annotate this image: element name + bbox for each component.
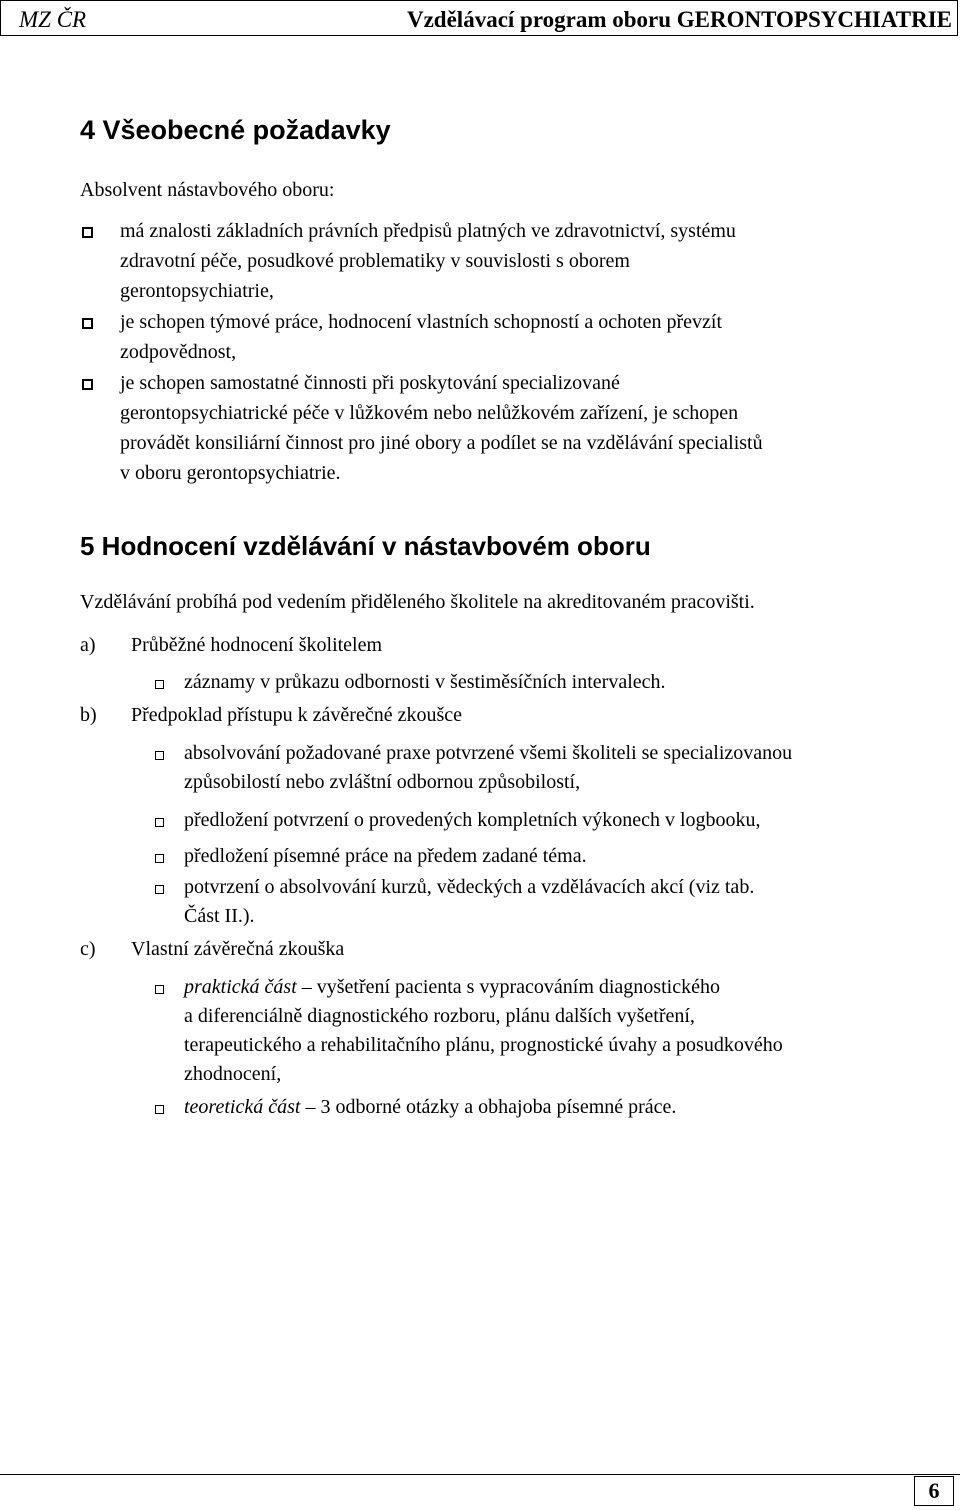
section-4-intro: Absolvent nástavbového oboru: — [80, 179, 335, 201]
checkbox-bullet-icon — [82, 379, 93, 390]
section-5-title: 5 Hodnocení vzdělávání v nástavbovém oboru — [80, 531, 651, 561]
list-item-line: potvrzení o absolvování kurzů, vědeckých a vzdělávacích akcí (viz tab. — [184, 876, 755, 898]
section-4-title: 4 Všeobecné požadavky — [80, 115, 391, 145]
list-item-line: zdravotní péče, posudkové problematiky v souvislosti s oborem — [120, 250, 630, 272]
list-item-line: terapeutického a rehabilitačního plánu, prognostické úvahy a posudkového — [184, 1034, 783, 1056]
checkbox-bullet-icon — [155, 751, 164, 760]
list-item-line: způsobilostí nebo zvláštní odbornou způsobilostí, — [184, 771, 581, 793]
page-header — [0, 0, 958, 36]
list-item-line: je schopen týmové práce, hodnocení vlastních schopností a ochoten převzít — [120, 311, 723, 333]
checkbox-bullet-icon — [82, 227, 93, 238]
list-item-line: v oboru gerontopsychiatrie. — [120, 462, 341, 484]
checkbox-bullet-icon — [155, 680, 164, 689]
checkbox-bullet-icon — [82, 318, 93, 329]
checkbox-bullet-icon — [155, 818, 164, 827]
list-item-line: je schopen samostatné činnosti při poskytování specializované — [120, 372, 620, 394]
list-item-line: praktická část – vyšetření pacienta s vypracováním diagnostického — [184, 976, 720, 998]
checkbox-bullet-icon — [155, 985, 164, 994]
item-b-label: b) — [80, 704, 97, 726]
list-item-line: má znalosti základních právních předpisů platných ve zdravotnictví, systému — [120, 220, 736, 242]
footer-rule — [0, 1474, 960, 1475]
practical-part-term: praktická část — [184, 976, 297, 998]
item-c-heading: Vlastní závěrečná zkouška — [131, 938, 345, 960]
section-5-lead: Vzdělávání probíhá pod vedením přiděleného školitele na akreditovaném pracovišti. — [80, 591, 755, 613]
checkbox-bullet-icon — [155, 854, 164, 863]
checkbox-bullet-icon — [155, 885, 164, 894]
theoretical-part-term: teoretická část — [184, 1096, 301, 1118]
list-item-line: Část II.). — [184, 905, 255, 927]
list-item-line: gerontopsychiatrické péče v lůžkovém nebo nelůžkovém zařízení, je schopen — [120, 402, 739, 424]
list-item-line: provádět konsiliární činnost pro jiné obory a podílet se na vzdělávání specialistů — [120, 432, 763, 454]
item-a-heading: Průběžné hodnocení školitelem — [131, 634, 383, 656]
item-c-label: c) — [80, 938, 96, 960]
list-item-line: gerontopsychiatrie, — [120, 280, 274, 302]
page-number: 6 — [914, 1476, 954, 1506]
checkbox-bullet-icon — [155, 1105, 164, 1114]
list-item-line: zhodnocení, — [184, 1063, 282, 1085]
item-b-heading: Předpoklad přístupu k závěrečné zkoušce — [131, 704, 462, 726]
list-item-line: absolvování požadované praxe potvrzené všemi školiteli se specializovanou — [184, 742, 793, 764]
header-ministry: MZ ČR — [19, 7, 87, 32]
list-item-line: a diferenciálně diagnostického rozboru, plánu dalších vyšetření, — [184, 1005, 695, 1027]
item-a-label: a) — [80, 634, 96, 656]
header-program-title: Vzdělávací program oboru GERONTOPSYCHIATRIE — [406, 7, 952, 32]
list-item-line: zodpovědnost, — [120, 341, 237, 363]
